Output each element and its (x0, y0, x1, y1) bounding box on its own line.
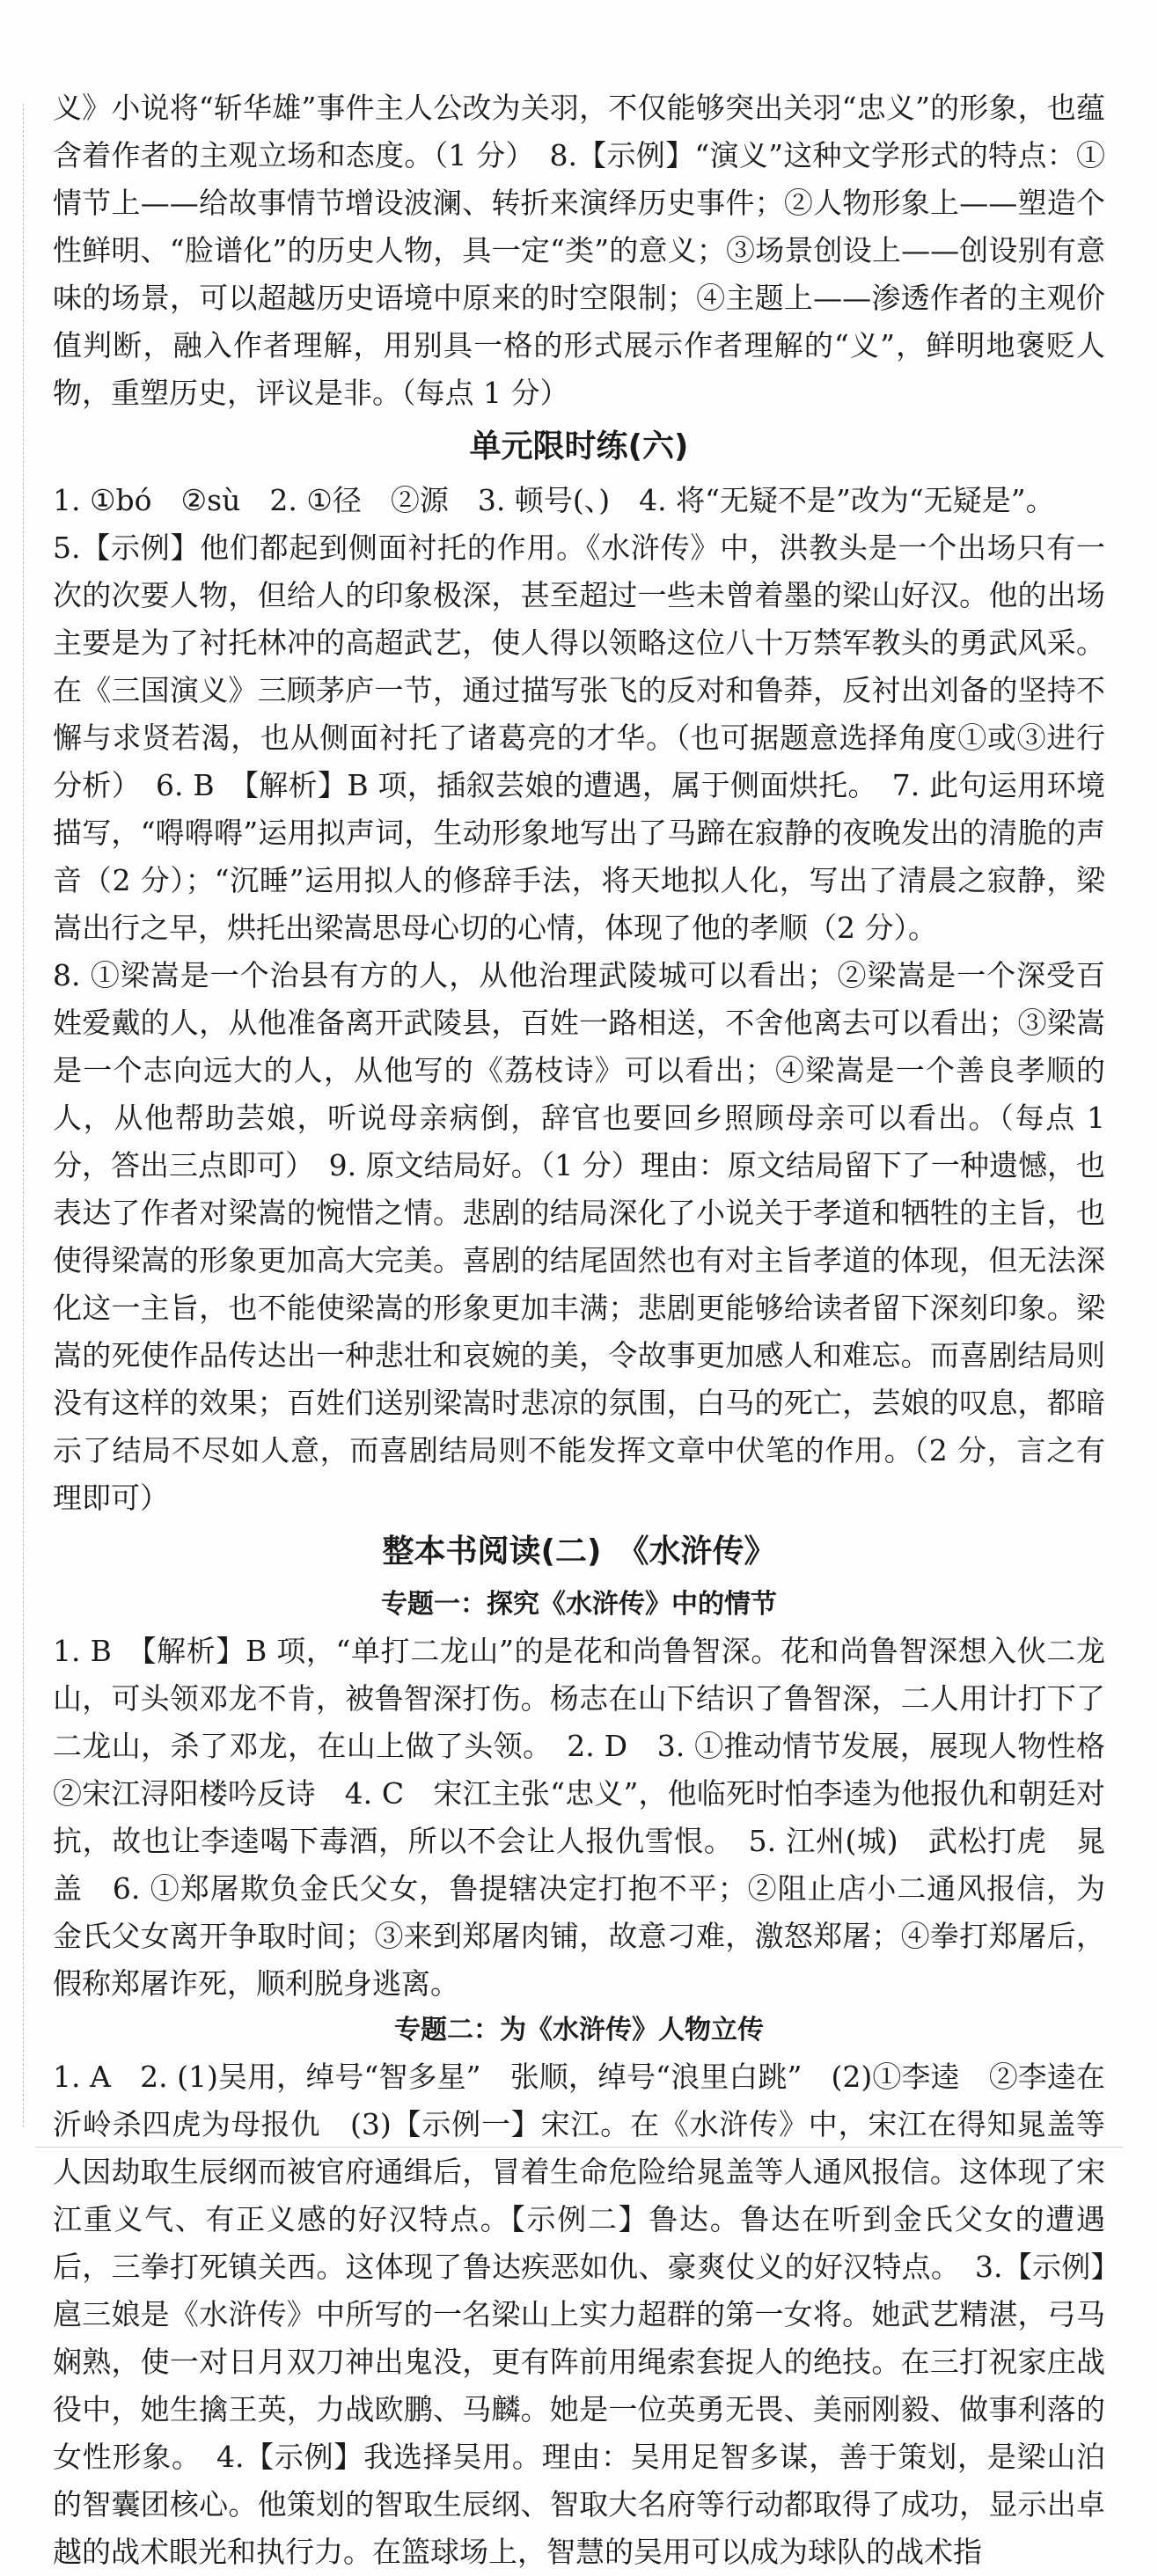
section-title-whole-book: 整本书阅读(二) 《水浒传》 (382, 1533, 776, 1570)
answers-1-4: 1. ①bó ②sù 2. ①径 ②源 3. 顿号(、) 4. 将“无疑不是”改为“无疑是”。 (53, 483, 1055, 517)
answers-5-7: 5.【示例】他们都起到侧面衬托的作用。《水浒传》中，洪教头是一个出场只有一次的次要人物，但给人的印象极深，甚至超过一些未曾着墨的梁山好汉。他的出场主要是为了衬托林冲的高超武艺，使人得以领略这位八十万禁军教头的勇武风采。在《三国演义》三顾茅庐一节，通过描写张飞的反对和鲁莽，反衬出刘备的坚持不懈与求贤若渴，也从侧面衬托了诸葛亮的才华。（也可据题意选择角度①或③进行分析） 6. B 【解析】B 项，插叙芸娘的遭遇，属于侧面烘托。 7. 此句运用环境描写，“嘚嘚嘚”运用拟声词，生动形象地写出了马蹄在寂静的夜晚发出的清脆的声音（2 分）；“沉睡”运用拟人的修辞手法，将天地拟人化，写出了清晨之寂静，梁嵩出行之早，烘托出梁嵩思母心切的心情，体现了他的孝顺（2 分）。 (53, 531, 1105, 945)
intro-paragraph: 义》小说将“斩华雄”事件主人公改为关羽，不仅能够突出关羽“忠义”的形象，也蕴含着作者的主观立场和态度。（1 分） 8.【示例】“演义”这种文学形式的特点：①情节上——给故事情节增设波澜、转折来演绎历史事件；②人物形象上——塑造个性鲜明、“脸谱化”的历史人物，具一定“类”的意义；③场景创设上——创设别有意味的场景，可以超越历史语境中原来的时空限制；④主题上——渗透作者的主观价值判断，融入作者理解，用别具一格的形式展示作者理解的“义”，鲜明地褒贬人物，重塑历史，评议是非。（每点 1 分） (53, 91, 1105, 410)
margin-rule (23, 104, 25, 2127)
topic-2-title: 专题二：为《水浒传》人物立传 (394, 2015, 764, 2045)
topic-1-answers: 1. B 【解析】B 项，“单打二龙山”的是花和尚鲁智深。花和尚鲁智深想入伙二龙山，可头领邓龙不肯，被鲁智深打伤。杨志在山下结识了鲁智深，二人用计打下了二龙山，杀了邓龙，在山上做了头领。 2. D 3. ①推动情节发展，展现人物性格 ②宋江浔阳楼吟反诗 4. C 宋江主张“忠义”，他临死时怕李逵为他报仇和朝廷对抗，故也让李逵喝下毒酒，所以不会让人报仇雪恨。 5. 江州(城) 武松打虎 晁盖 6. ①郑屠欺负金氏父女，鲁提辖决定打抱不平；②阻止店小二通风报信，为金氏父女离开争取时间；③来到郑屠肉铺，故意刁难，激怒郑屠；④拳打郑屠后，假称郑屠诈死，顺利脱身逃离。 (53, 1634, 1134, 2001)
bottom-rule (35, 2147, 1123, 2148)
topic-2-answers: 1. A 2. (1)吴用，绰号“智多星” 张顺，绰号“浪里白跳” (2)①李逵 ②李逵在沂岭杀四虎为母报仇 (3)【示例一】宋江。在《水浒传》中，宋江在得知晁盖等人因劫取生辰纲而被官府通缉后，冒着生命危险给晁盖等人通风报信。这体现了宋江重义气、有正义感的好汉特点。【示例二】鲁达。鲁达在听到金氏父女的遭遇后，三拳打死镇关西。这体现了鲁达疾恶如仇、豪爽仗义的好汉特点。 3.【示例】扈三娘是《水浒传》中所写的一名梁山上实力超群的第一女将。她武艺精湛，弓马娴熟，使一对日月双刀神出鬼没，更有阵前用绳索套捉人的绝技。在三打祝家庄战役中，她生擒王英，力战欧鹏、马麟。她是一位英勇无畏、美丽刚毅、做事利落的女性形象。 4.【示例】我选择吴用。理由：吴用足智多谋，善于策划，是梁山泊的智囊团核心。他策划的智取生辰纲、智取大名府等行动都取得了成功，显示出卓越的战术眼光和执行力。在篮球场上，智慧的吴用可以成为球队的战术指 (53, 2060, 1105, 2569)
topic-1-title: 专题一：探究《水浒传》中的情节 (381, 1589, 777, 1620)
section-title-unit-test: 单元限时练(六) (469, 428, 689, 465)
answers-8-9: 8. ①梁嵩是一个治县有方的人，从他治理武陵城可以看出；②梁嵩是一个深受百姓爱戴的人，从他准备离开武陵县，百姓一路相送，不舍他离去可以看出；③梁嵩是一个志向远大的人，从他写的《荔枝诗》可以看出；④梁嵩是一个善良孝顺的人，从他帮助芸娘，听说母亲病倒，辞官也要回乡照顾母亲可以看出。（每点 1 分，答出三点即可） 9. 原文结局好。（1 分）理由：原文结局留下了一种遗憾，也表达了作者对梁嵩的惋惜之情。悲剧的结局深化了小说关于孝道和牺牲的主旨，也使得梁嵩的形象更加高大完美。喜剧的结尾固然也有对主旨孝道的体现，但无法深化这一主旨，也不能使梁嵩的形象更加丰满；悲剧更能够给读者留下深刻印象。梁嵩的死使作品传达出一种悲壮和哀婉的美，令故事更加感人和难忘。而喜剧结局则没有这样的效果；百姓们送别梁嵩时悲凉的氛围，白马的死亡，芸娘的叹息，都暗示了结局不尽如人意，而喜剧结局则不能发挥文章中伏笔的作用。（2 分，言之有理即可） (53, 958, 1105, 1515)
